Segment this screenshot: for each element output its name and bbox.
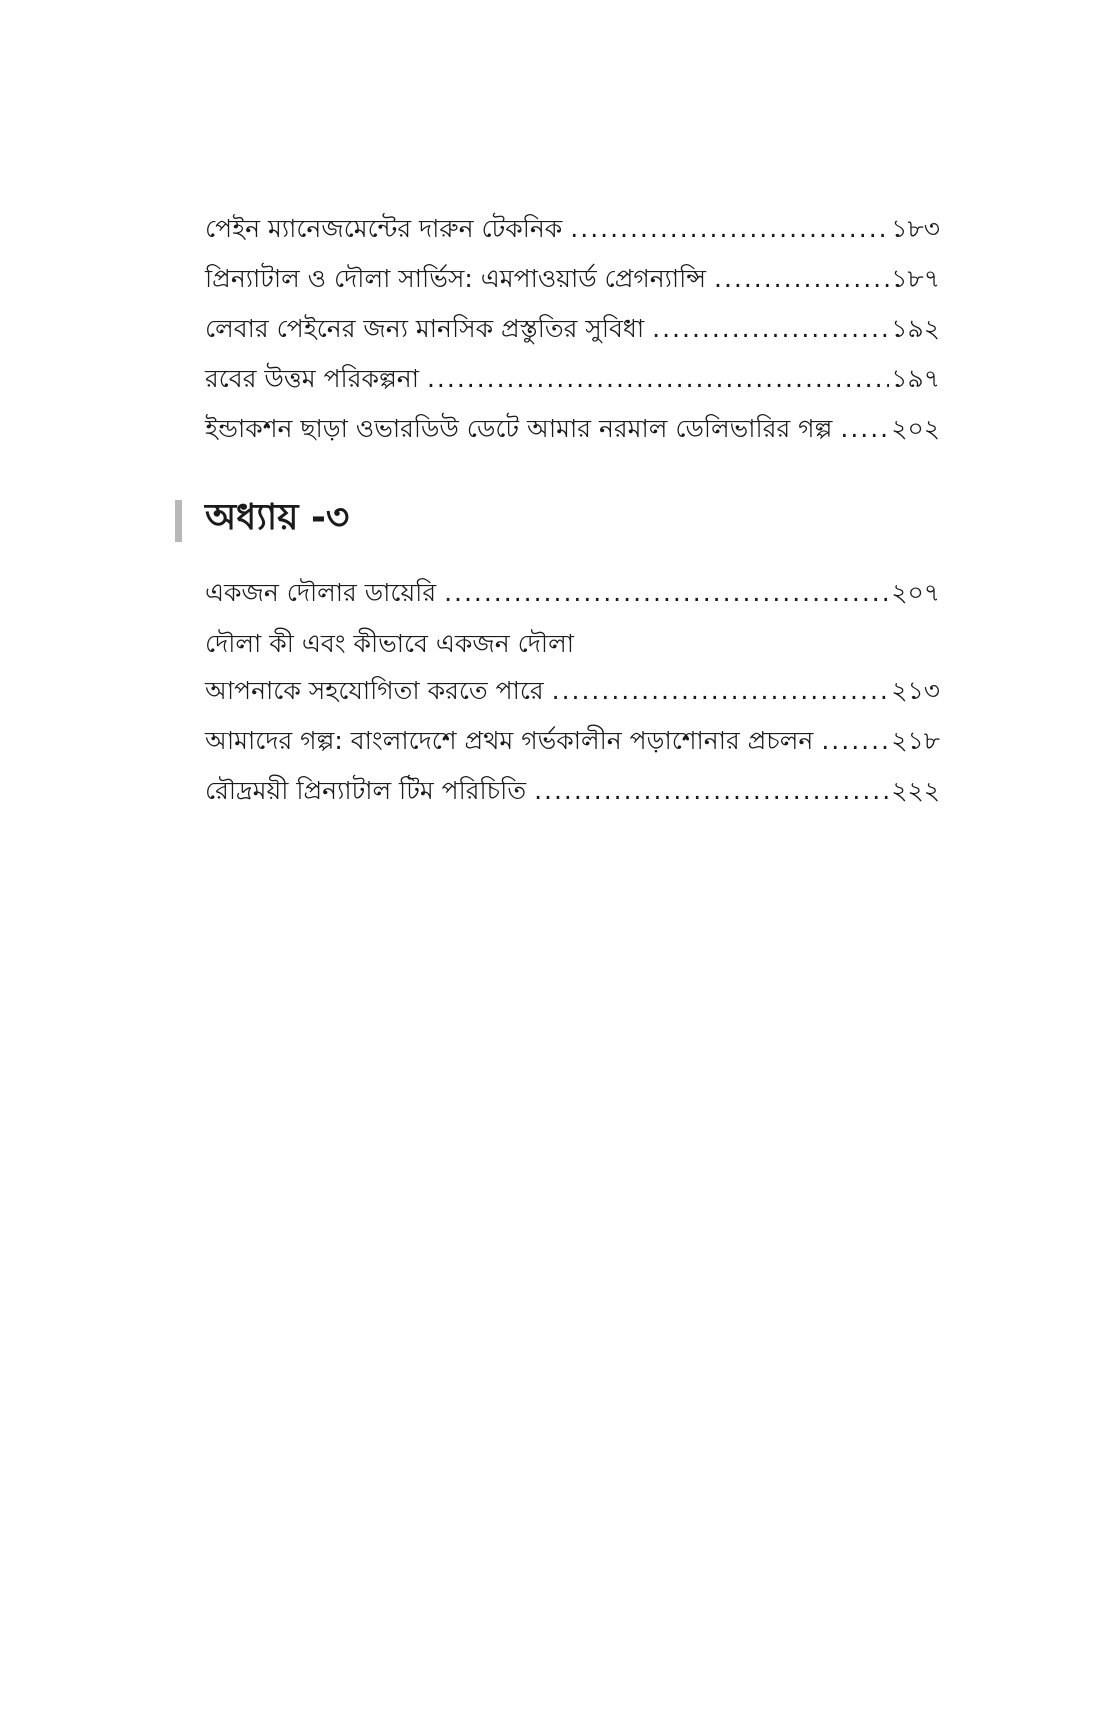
dot-leader [427, 360, 889, 398]
toc-entry-page: ২১৮ [891, 726, 940, 755]
toc-entry [205, 210, 940, 248]
toc-entry [205, 260, 940, 298]
toc-entry [205, 574, 940, 612]
toc-entry-title: পেইন ম্যানেজমেন্টের দারুন টেকনিক [205, 214, 563, 243]
toc-entry-title: রবের উত্তম পরিকল্পনা [205, 364, 419, 393]
toc-entry [205, 624, 940, 710]
toc-entry-page: ১৮৩ [891, 214, 940, 243]
toc-entry-page: ২১৩ [891, 676, 940, 705]
toc-entry [205, 772, 940, 810]
toc-entry-title: আমাদের গল্প: বাংলাদেশে প্রথম গর্ভকালীন পড়াশোনার প্রচলন [205, 726, 814, 755]
toc-entry-title: রৌদ্রময়ী প্রিন্যাটাল টিম পরিচিতি [205, 776, 527, 805]
toc-section-1 [205, 210, 940, 448]
toc-entry-title-line2: আপনাকে সহযোগিতা করতে পারে [205, 676, 544, 705]
toc-entry-page: ২০২ [891, 414, 940, 443]
toc-entry [205, 722, 940, 760]
chapter-title: অধ্যায় -৩ [205, 497, 350, 538]
toc-entry-title-line1: দৌলা কী এবং কীভাবে একজন দৌলা [205, 629, 574, 658]
toc-entry-page: ১৯২ [891, 314, 940, 343]
toc-entry-line2 [205, 672, 940, 710]
dot-leader [840, 410, 889, 448]
toc-entry-page: ১৯৭ [891, 364, 940, 393]
dot-leader [821, 722, 889, 760]
toc-entry-page: ২০৭ [891, 578, 940, 607]
dot-leader [652, 310, 889, 348]
dot-leader [570, 210, 889, 248]
toc-entry-title: ইন্ডাকশন ছাড়া ওভারডিউ ডেটে আমার নরমাল ডেলিভারির গল্প [205, 414, 833, 443]
toc-entry-page: ২২২ [891, 776, 940, 805]
toc-section-2 [205, 574, 940, 810]
chapter-heading [205, 496, 940, 540]
dot-leader [552, 672, 890, 710]
toc-entry-page: ১৮৭ [891, 264, 940, 293]
dot-leader [444, 574, 889, 612]
table-of-contents [205, 210, 940, 822]
toc-entry [205, 310, 940, 348]
toc-entry-title: একজন দৌলার ডায়েরি [205, 578, 437, 607]
toc-entry [205, 360, 940, 398]
dot-leader [714, 260, 889, 298]
chapter-marker-bar [175, 500, 182, 542]
dot-leader [534, 772, 889, 810]
toc-entry-title: প্রিন্যাটাল ও দৌলা সার্ভিস: এমপাওয়ার্ড প্রেগন্যান্সি [205, 264, 706, 293]
toc-entry-title: লেবার পেইনের জন্য মানসিক প্রস্তুতির সুবিধা [205, 314, 645, 343]
toc-entry [205, 410, 940, 448]
